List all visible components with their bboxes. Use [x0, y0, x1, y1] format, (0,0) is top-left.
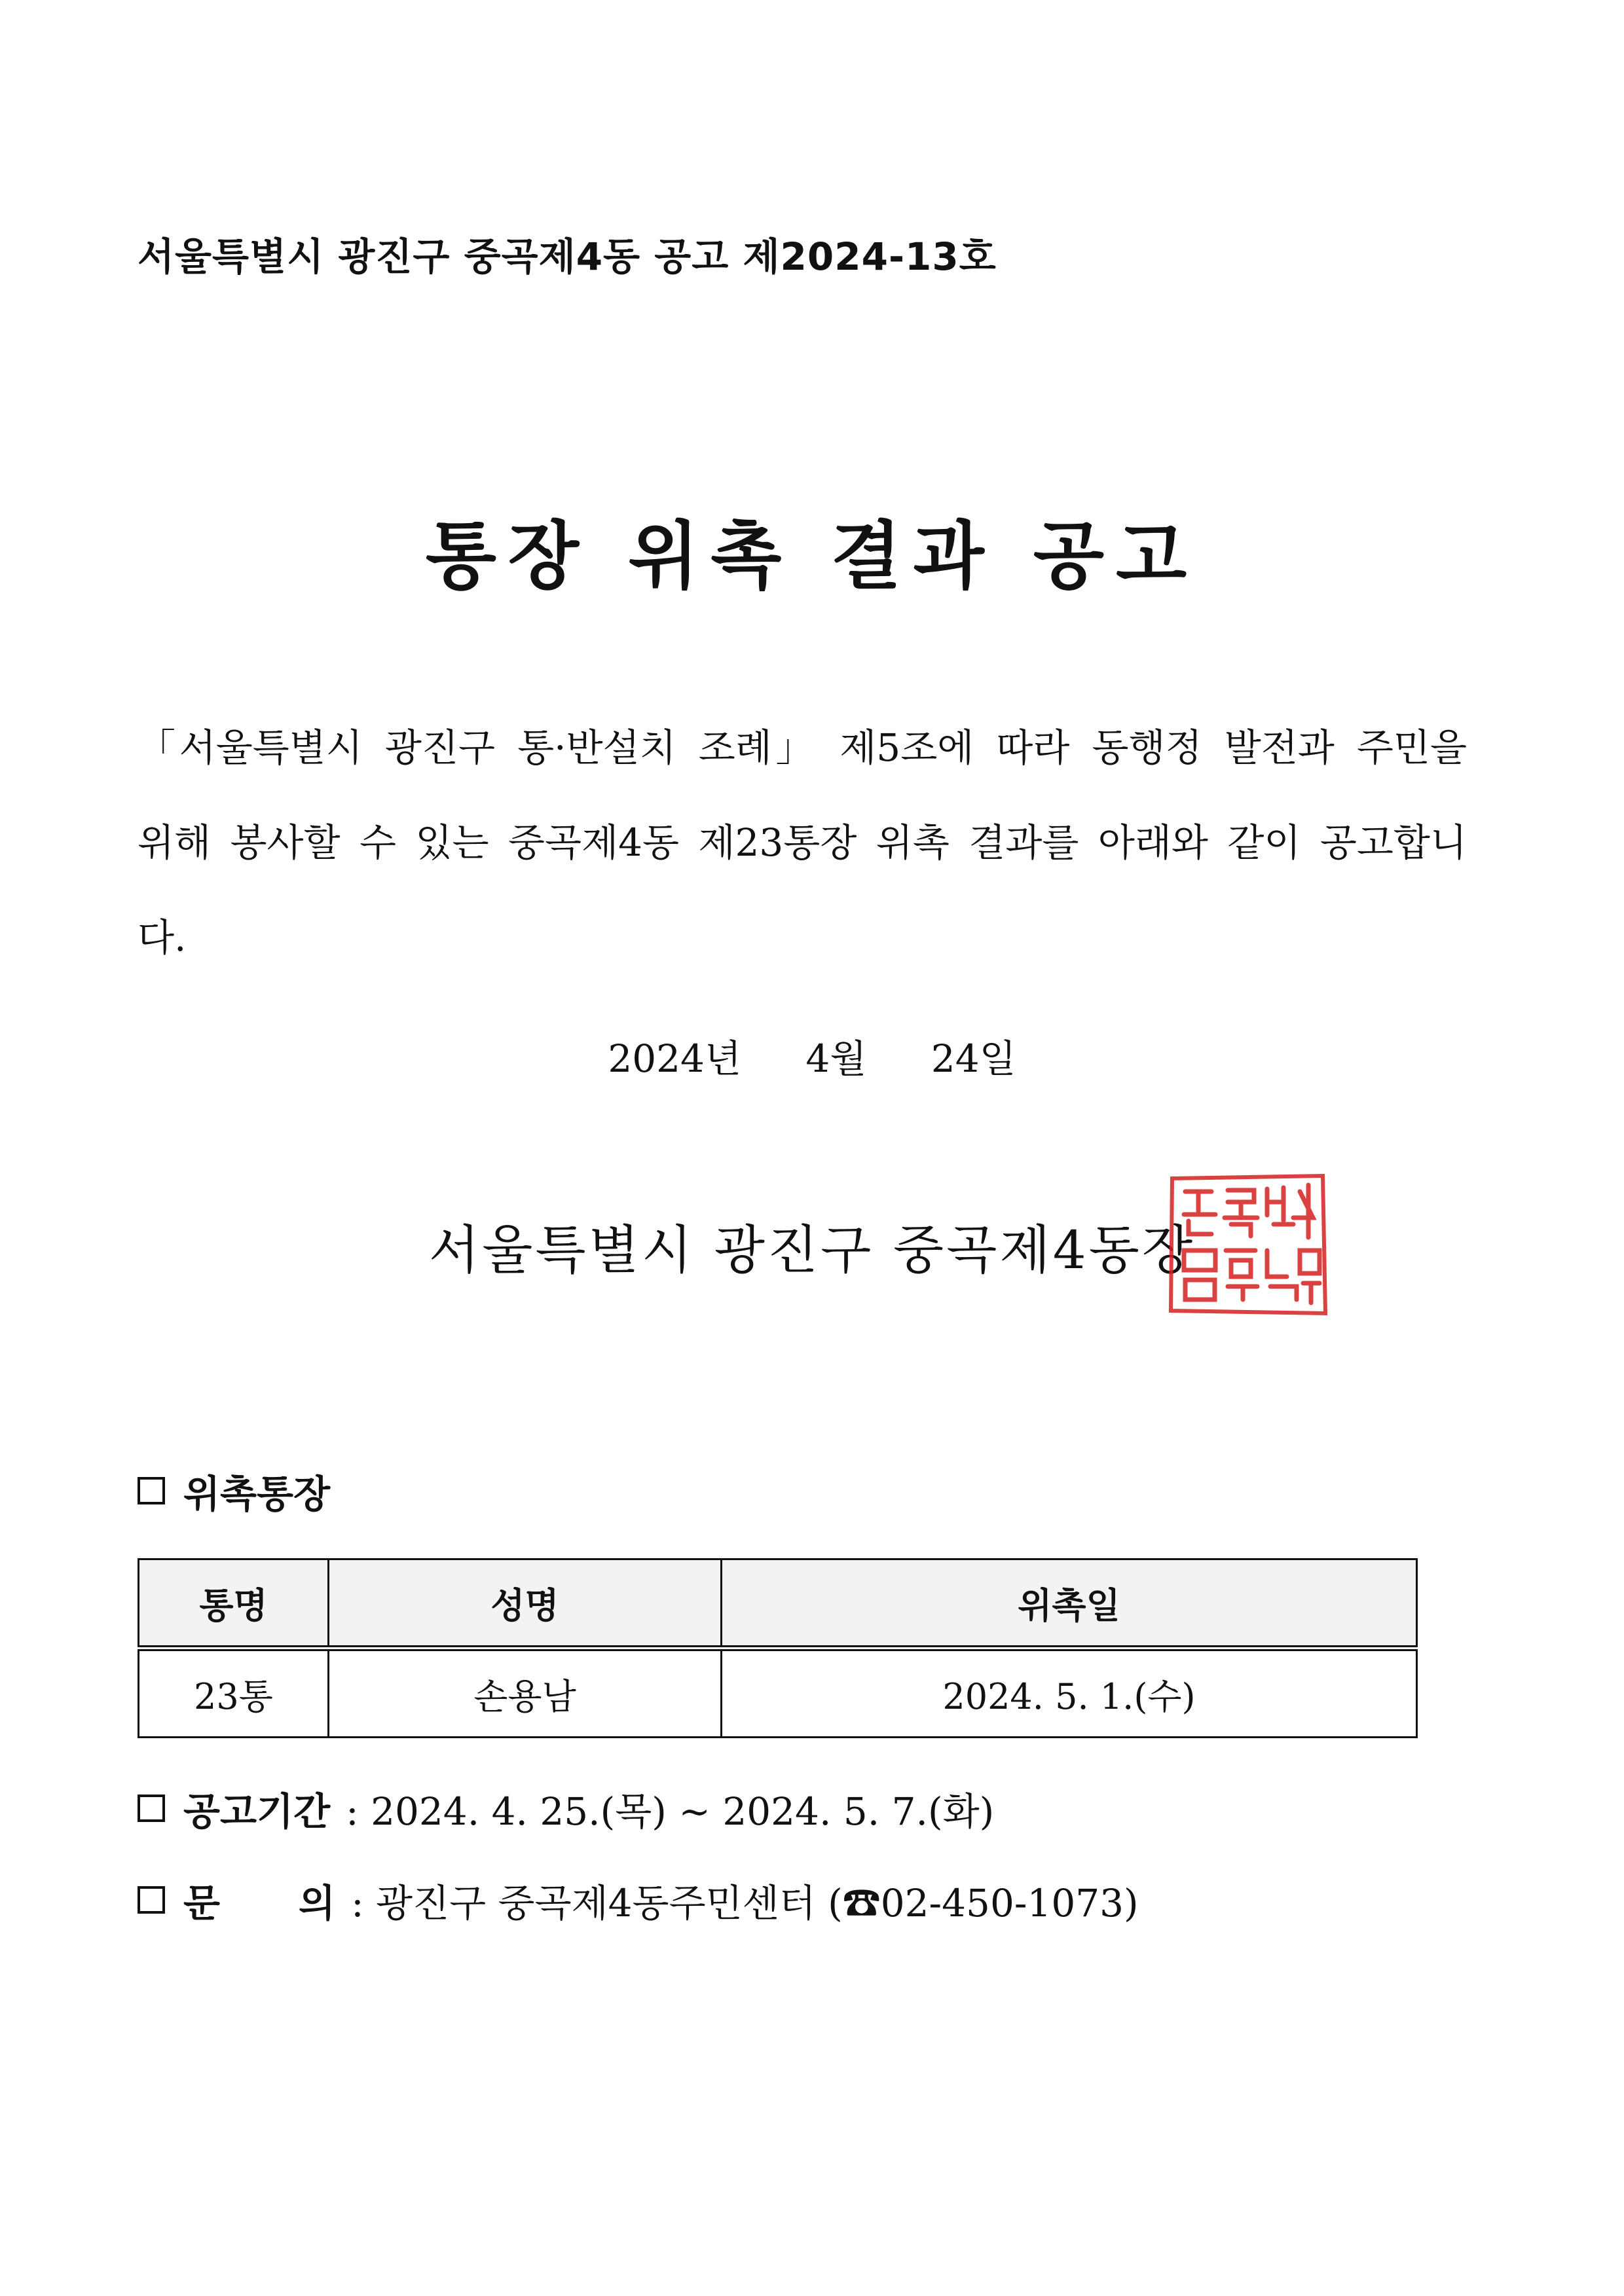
column-header: 통명	[139, 1559, 329, 1649]
table-cell: 손용남	[329, 1649, 722, 1738]
section-label: 공고기간	[183, 1789, 331, 1834]
notice-number: 서울특별시 광진구 중곡제4동 공고 제2024-13호	[138, 234, 997, 279]
column-header: 성명	[329, 1559, 722, 1649]
table-cell: 23통	[139, 1649, 329, 1738]
section-appointees-heading	[138, 1463, 330, 1518]
issuer-name: 서울특별시 광진구 중곡제4동장	[428, 1220, 1196, 1281]
section-label-part-2: 의	[299, 1881, 336, 1925]
section-label: 위촉통장	[183, 1472, 331, 1516]
period-value: : 2024. 4. 25.(목) ~ 2024. 5. 7.(화)	[346, 1789, 995, 1834]
section-label-part-1: 문	[183, 1881, 221, 1925]
body-paragraph: 「서울특별시 광진구 통·반설치 조례」 제5조에 따라 동행정 발전과 주민을 위해 봉사할 수 있는 중곡제4동 제23통장 위촉 결과를 아래와 같이 공고합니다.	[138, 725, 1467, 960]
announcement-date	[0, 1028, 1624, 1083]
inquiry-value: : 광진구 중곡제4동주민센터 (☎02-450-1073)	[351, 1881, 1139, 1925]
checkbox-square-icon	[138, 1886, 165, 1914]
section-inquiry	[138, 1872, 1139, 1927]
column-header: 위촉일	[722, 1559, 1417, 1649]
document-title: 통장 위촉 결과 공고	[425, 514, 1199, 599]
date-day: 24일	[931, 1036, 1016, 1081]
checkbox-square-icon	[138, 1477, 165, 1504]
date-month: 4월	[805, 1036, 867, 1081]
section-period	[138, 1781, 994, 1836]
date-year: 2024년	[608, 1036, 741, 1081]
table-cell: 2024. 5. 1.(수)	[722, 1649, 1417, 1738]
table-row	[139, 1649, 1417, 1738]
table-header-row	[139, 1559, 1417, 1649]
official-seal-icon	[1159, 1165, 1336, 1322]
appointee-table	[138, 1558, 1418, 1738]
checkbox-square-icon	[138, 1795, 165, 1822]
